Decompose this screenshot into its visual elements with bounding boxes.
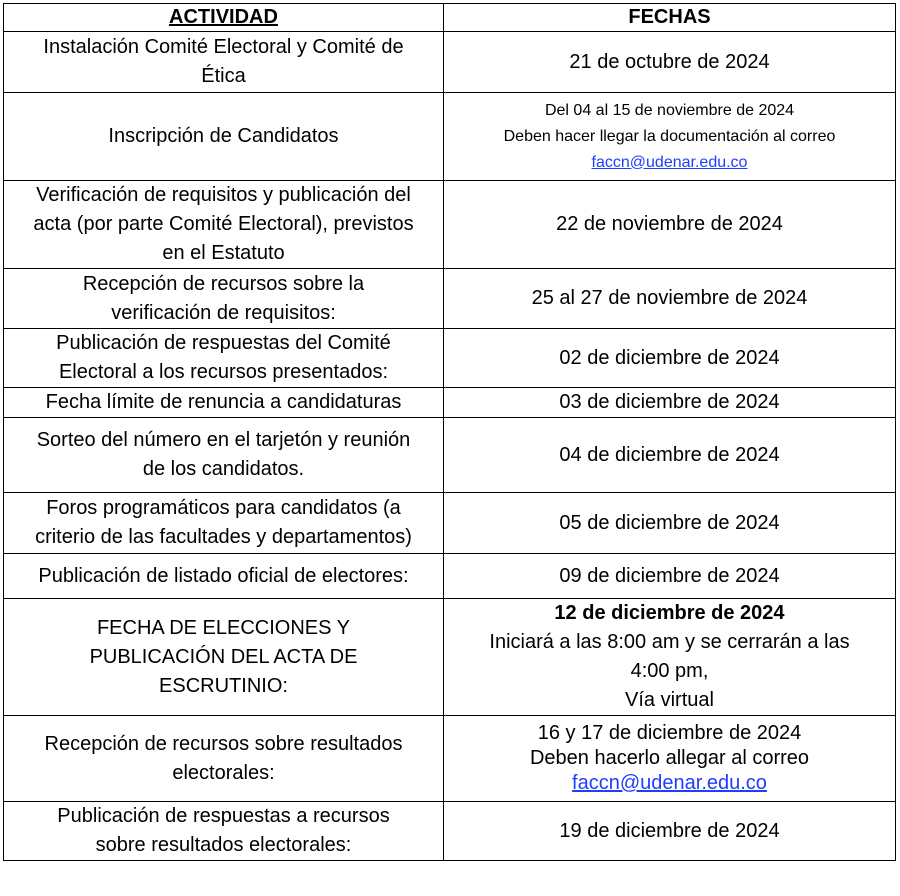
date-cell: 22 de noviembre de 2024	[444, 181, 896, 269]
date-cell: 19 de diciembre de 2024	[444, 802, 896, 861]
table-row	[4, 181, 896, 269]
activity-cell: Publicación de listado oficial de electores:	[4, 554, 444, 599]
activity-cell: Recepción de recursos sobre resultados electorales:	[4, 716, 444, 802]
table-row	[4, 493, 896, 554]
activity-cell: Foros programáticos para candidatos (a criterio de las facultades y departamentos)	[4, 493, 444, 554]
table-row	[4, 554, 896, 599]
date-cell: 03 de diciembre de 2024	[444, 388, 896, 418]
schedule-table	[3, 3, 896, 861]
date-cell: 04 de diciembre de 2024	[444, 418, 896, 493]
activity-cell: FECHA DE ELECCIONES Y PUBLICACIÓN DEL ACTA DE ESCRUTINIO:	[4, 599, 444, 716]
election-date: 12 de diciembre de 2024	[554, 602, 785, 624]
date-cell: 21 de octubre de 2024	[444, 32, 896, 93]
table-row	[4, 32, 896, 93]
date-cell: 09 de diciembre de 2024	[444, 554, 896, 599]
activity-cell: Verificación de requisitos y publicación del acta (por parte Comité Electoral), previstos en el Estatuto	[4, 181, 444, 269]
table-row	[4, 329, 896, 388]
activity-cell: Recepción de recursos sobre la verificación de requisitos:	[4, 269, 444, 329]
table-row	[4, 269, 896, 329]
email-link[interactable]: faccn@udenar.edu.co	[591, 153, 748, 171]
date-cell: 16 y 17 de diciembre de 2024 Deben hacerlo allegar al correo faccn@udenar.edu.co	[444, 716, 896, 802]
activity-cell: Publicación de respuestas a recursos sobre resultados electorales:	[4, 802, 444, 861]
date-cell: 25 al 27 de noviembre de 2024	[444, 269, 896, 329]
table-row	[4, 716, 896, 802]
header-row	[4, 4, 896, 32]
date-cell: 12 de diciembre de 2024 Iniciará a las 8:00 am y se cerrarán a las 4:00 pm, Vía virtual	[444, 599, 896, 716]
date-cell: Del 04 al 15 de noviembre de 2024 Deben hacer llegar la documentación al correo faccn@udenar.edu.co	[444, 93, 896, 181]
activity-header: ACTIVIDAD	[4, 4, 444, 32]
email-link[interactable]: faccn@udenar.edu.co	[572, 772, 767, 794]
date-cell: 05 de diciembre de 2024	[444, 493, 896, 554]
activity-cell: Publicación de respuestas del Comité Electoral a los recursos presentados:	[4, 329, 444, 388]
table-row	[4, 599, 896, 716]
table-row	[4, 418, 896, 493]
activity-cell: Instalación Comité Electoral y Comité de Ética	[4, 32, 444, 93]
date-cell: 02 de diciembre de 2024	[444, 329, 896, 388]
activity-cell: Sorteo del número en el tarjetón y reunión de los candidatos.	[4, 418, 444, 493]
table-row	[4, 388, 896, 418]
table-row	[4, 802, 896, 861]
table-row	[4, 93, 896, 181]
activity-cell: Fecha límite de renuncia a candidaturas	[4, 388, 444, 418]
activity-cell: Inscripción de Candidatos	[4, 93, 444, 181]
dates-header: FECHAS	[444, 4, 896, 32]
